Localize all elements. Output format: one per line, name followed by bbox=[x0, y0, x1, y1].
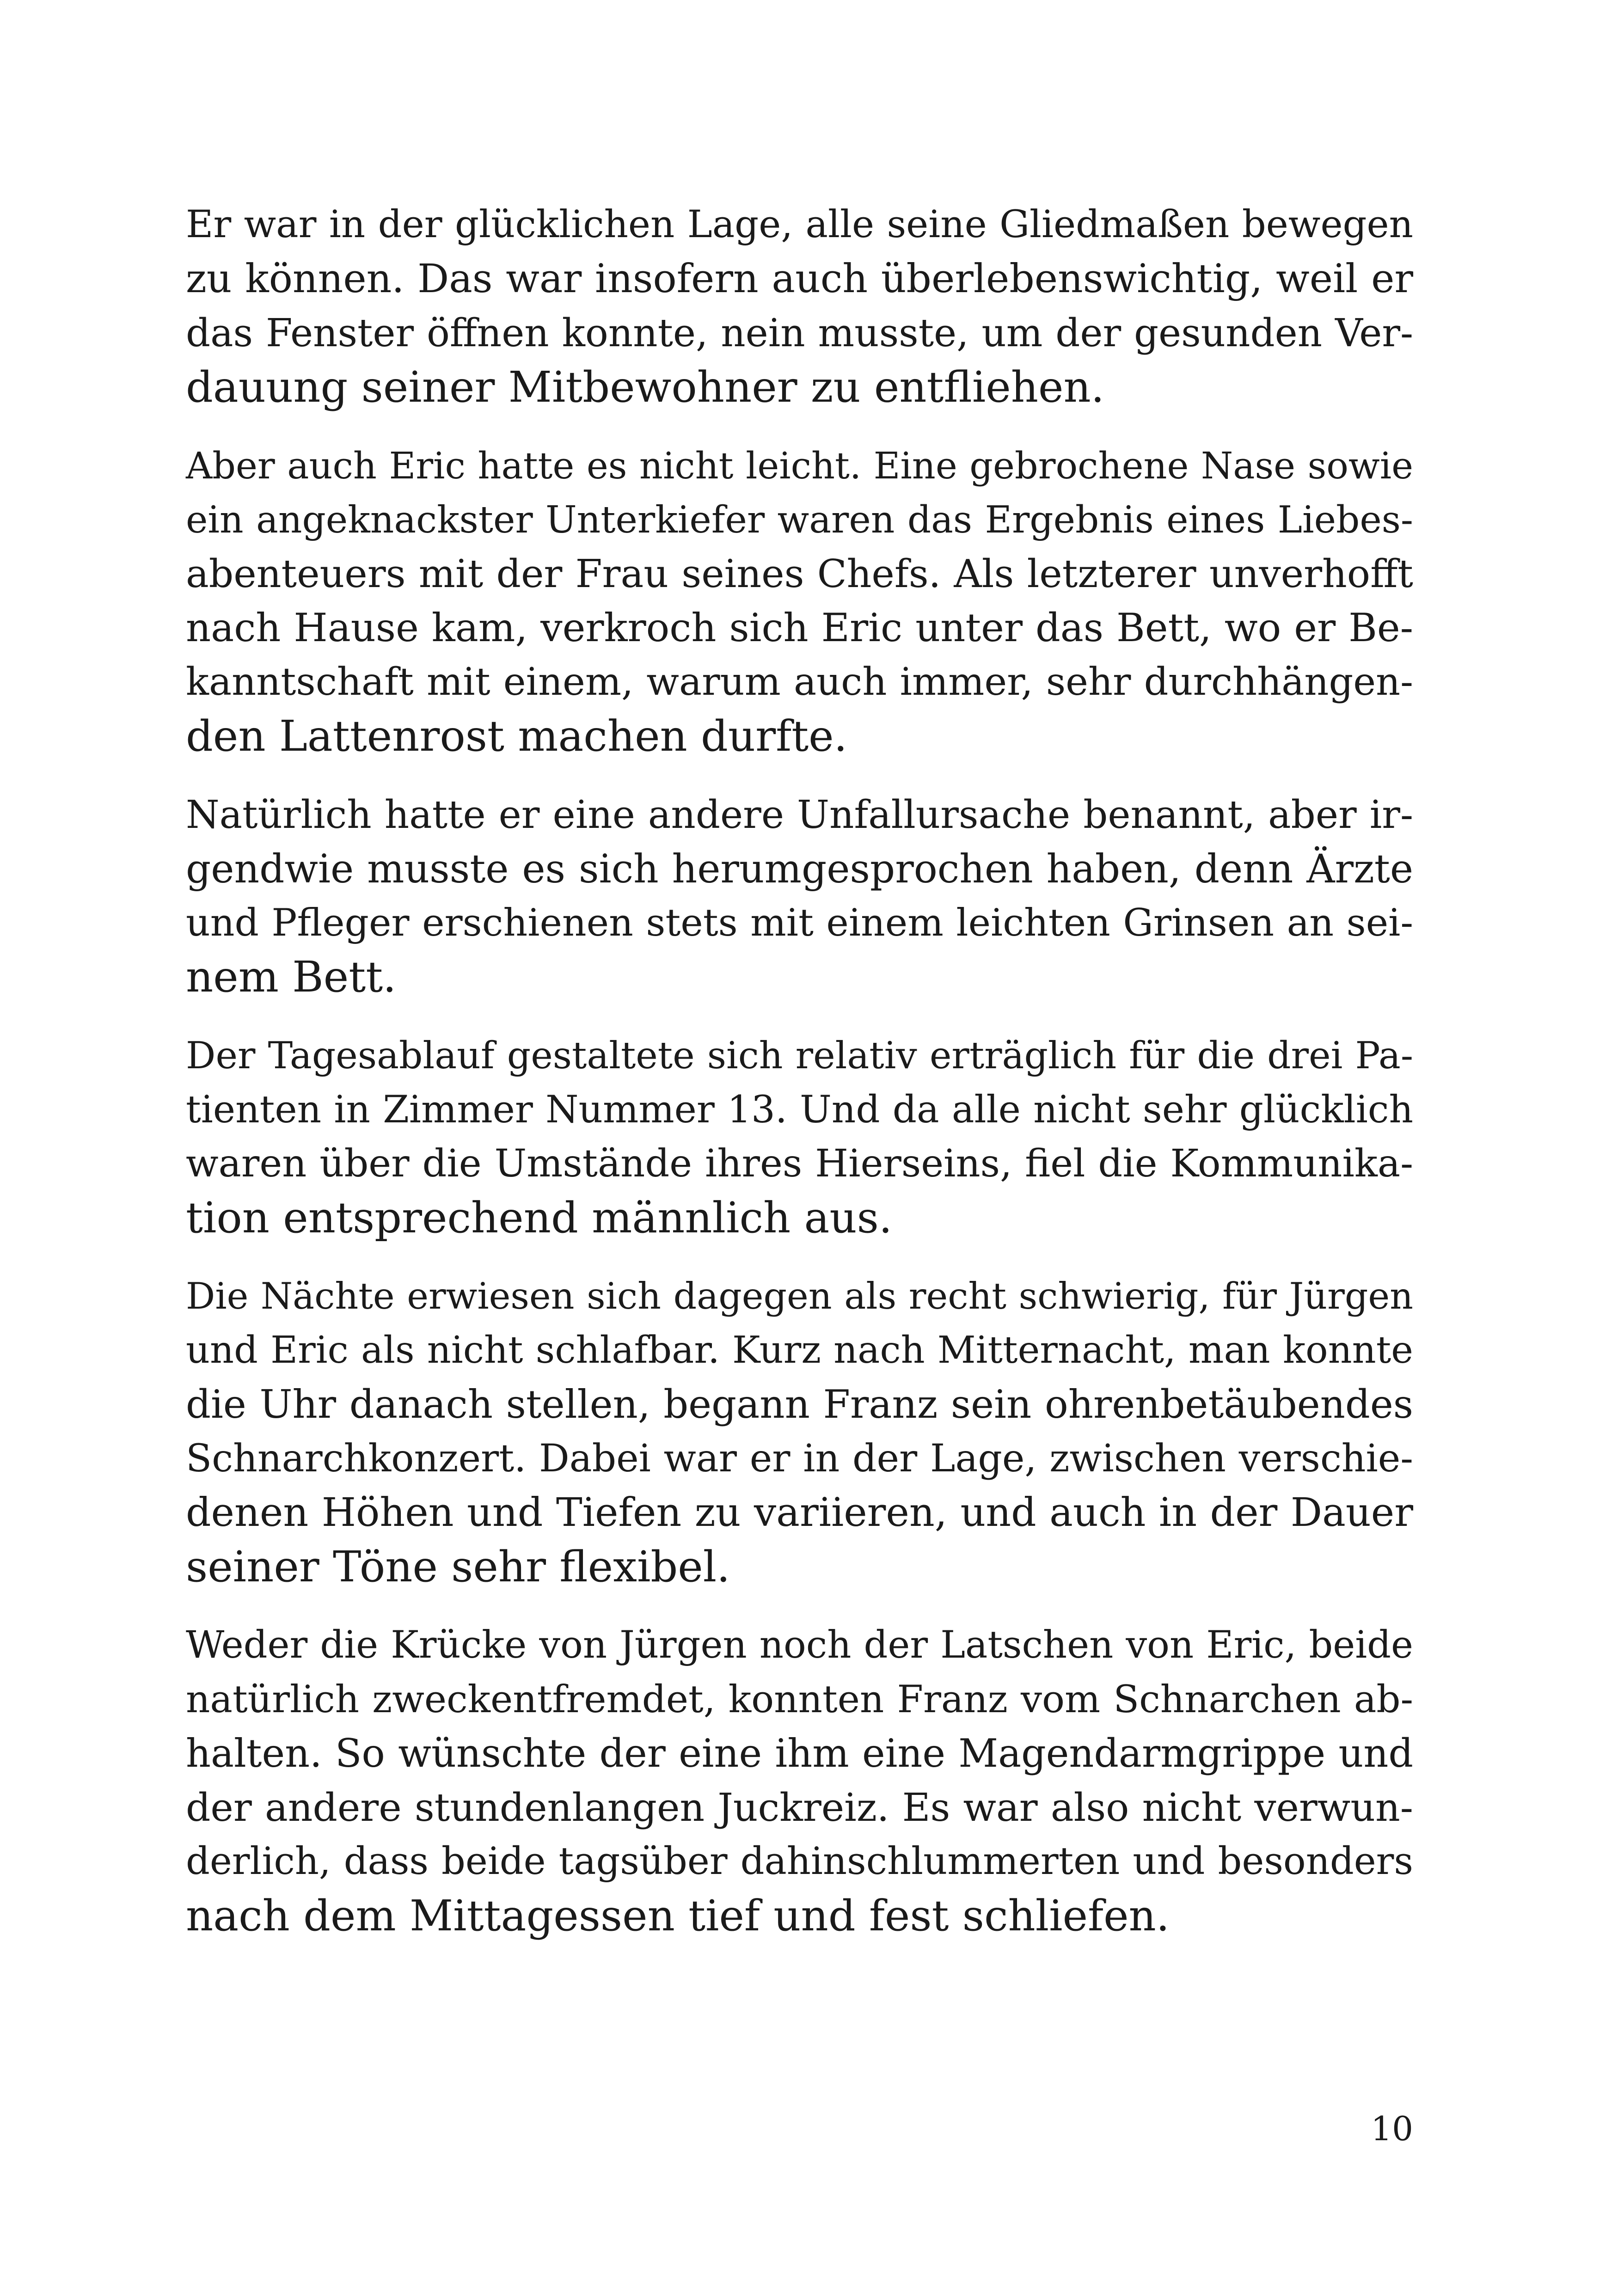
text-line: waren über die Umstände ihres Hierseins, fiel die Kommunika- bbox=[186, 1141, 1413, 1186]
paragraph-3 bbox=[186, 788, 1413, 1004]
paragraph-4 bbox=[186, 1029, 1413, 1245]
text-line: gendwie musste es sich herumgesprochen haben, denn Ärzte bbox=[186, 846, 1413, 892]
text-line: denen Höhen und Tiefen zu variieren, und auch in der Dauer bbox=[186, 1490, 1413, 1536]
paragraph-2 bbox=[186, 439, 1413, 763]
text-line: abenteuers mit der Frau seines Chefs. Als letzterer unverhofft bbox=[186, 551, 1413, 596]
text-line: und Eric als nicht schlafbar. Kurz nach Mitternacht, man konnte bbox=[186, 1329, 1413, 1372]
text-line: tion entsprechend männlich aus. bbox=[186, 1193, 893, 1243]
paragraph-5 bbox=[186, 1269, 1413, 1594]
text-line: Schnarchkonzert. Dabei war er in der Lage, zwischen verschie- bbox=[186, 1437, 1413, 1481]
text-line: nach Hause kam, verkroch sich Eric unter das Bett, wo er Be- bbox=[186, 605, 1413, 650]
text-line: kanntschaft mit einem, warum auch immer, sehr durchhängen- bbox=[186, 660, 1413, 704]
text-line: nem Bett. bbox=[186, 952, 397, 1002]
text-line: zu können. Das war insofern auch überlebenswichtig, weil er bbox=[186, 256, 1413, 302]
text-line: derlich, dass beide tagsüber dahinschlummerten und besonders bbox=[186, 1840, 1413, 1883]
page-number: 10 bbox=[1371, 2109, 1413, 2148]
paragraph-1 bbox=[186, 198, 1413, 414]
text-line: ein angeknackster Unterkiefer waren das Ergebnis eines Liebes- bbox=[186, 498, 1413, 541]
body-text bbox=[186, 198, 1413, 1967]
text-line: den Lattenrost machen durfte. bbox=[186, 711, 847, 761]
text-line: der andere stundenlangen Juckreiz. Es war also nicht verwun- bbox=[186, 1785, 1413, 1830]
text-line: natürlich zweckentfremdet, konnten Franz vom Schnarchen ab- bbox=[186, 1678, 1413, 1721]
text-line: Weder die Krücke von Jürgen noch der Latschen von Eric, beide bbox=[186, 1623, 1413, 1667]
text-line: die Uhr danach stellen, begann Franz sein ohrenbetäubendes bbox=[186, 1382, 1413, 1427]
text-line: dauung seiner Mitbewohner zu entfliehen. bbox=[186, 362, 1104, 412]
text-line: Die Nächte erwiesen sich dagegen als recht schwierig, für Jürgen bbox=[186, 1275, 1413, 1317]
text-line: Der Tagesablauf gestaltete sich relativ erträglich für die drei Pa- bbox=[186, 1034, 1413, 1077]
text-line: und Pfleger erschienen stets mit einem leichten Grinsen an sei- bbox=[186, 901, 1413, 945]
text-line: Natürlich hatte er eine andere Unfallursache benannt, aber ir- bbox=[186, 792, 1413, 837]
text-line: nach dem Mittagessen tief und fest schliefen. bbox=[186, 1891, 1170, 1941]
paragraph-6 bbox=[186, 1618, 1413, 1943]
text-line: Aber auch Eric hatte es nicht leicht. Eine gebrochene Nase sowie bbox=[186, 444, 1413, 487]
text-line: seiner Töne sehr flexibel. bbox=[186, 1542, 730, 1592]
text-line: das Fenster öffnen konnte, nein musste, um der gesunden Ver- bbox=[186, 311, 1413, 355]
text-line: halten. So wünschte der eine ihm eine Magendarmgrippe und bbox=[186, 1731, 1413, 1776]
text-line: tienten in Zimmer Nummer 13. Und da alle nicht sehr glücklich bbox=[186, 1088, 1413, 1132]
text-line: Er war in der glücklichen Lage, alle seine Gliedmaßen bewegen bbox=[186, 203, 1413, 246]
